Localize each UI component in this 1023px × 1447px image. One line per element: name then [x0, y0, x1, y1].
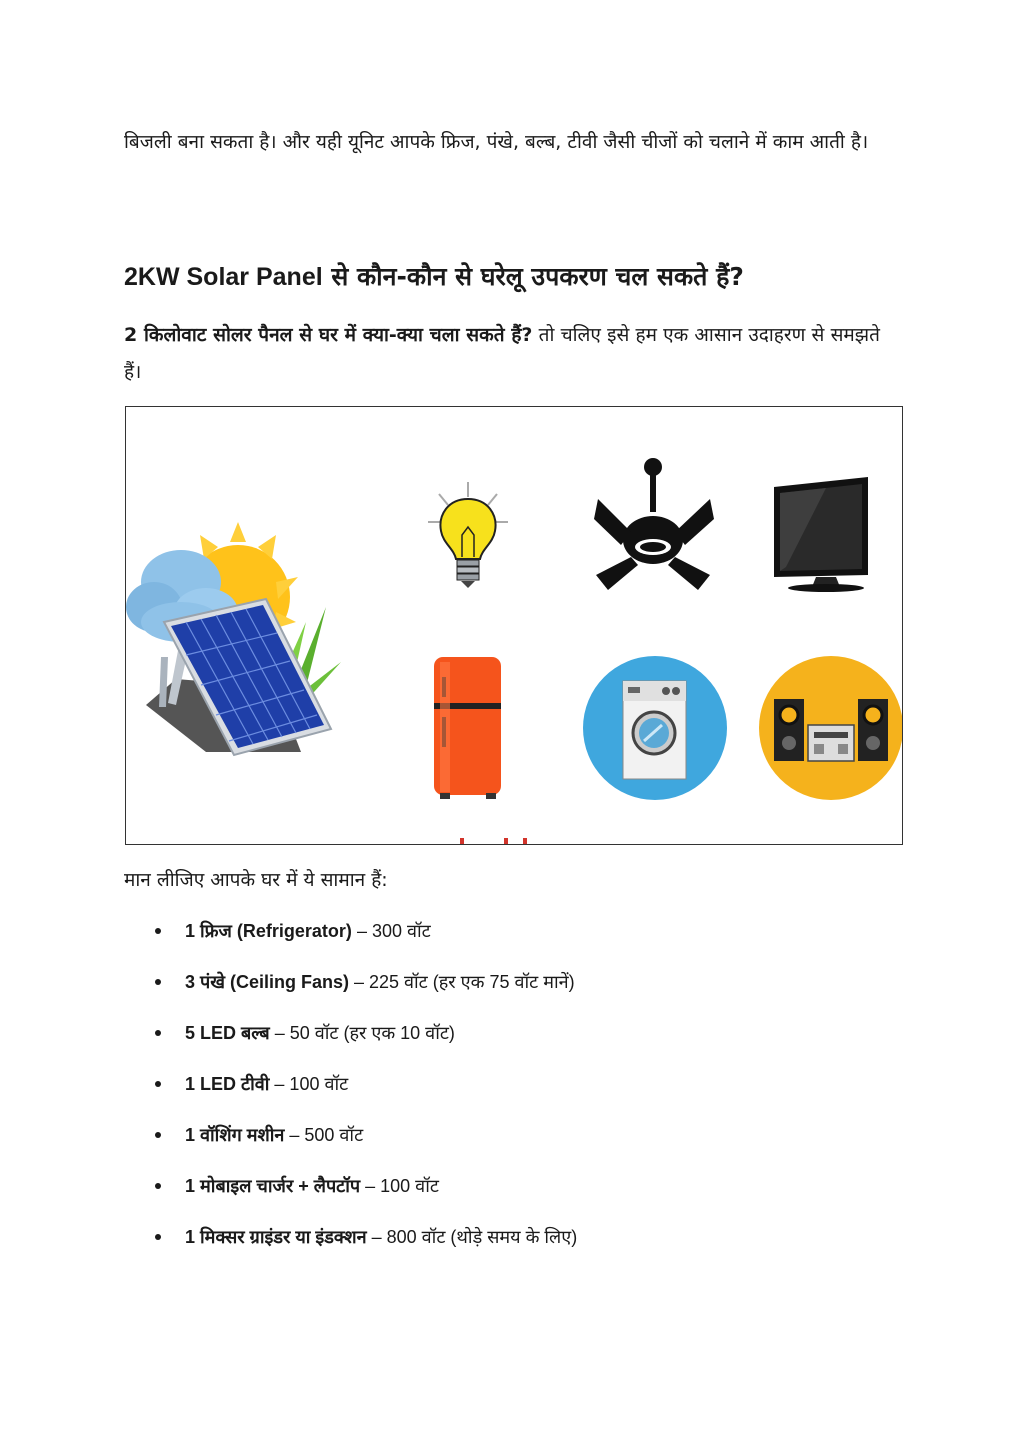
appliance-name: 1 मोबाइल चार्जर + लैपटॉप	[185, 1176, 361, 1196]
appliance-wattage: – 100 वॉट	[360, 1176, 439, 1196]
list-item	[150, 1217, 890, 1268]
list-item	[150, 1064, 890, 1115]
appliance-name: 1 मिक्सर ग्राइंडर या इंडक्शन	[185, 1227, 367, 1247]
ceiling-fan-icon	[594, 458, 714, 590]
appliance-wattage: – 800 वॉट (थोड़े समय के लिए)	[366, 1227, 578, 1247]
list-item	[150, 1115, 890, 1166]
appliance-name: 1 फ्रिज (Refrigerator)	[185, 921, 352, 941]
intro-paragraph: बिजली बना सकता है। और यही यूनिट आपके फ्रिज, पंखे, बल्ब, टीवी जैसी चीजों को चलाने में काम आती है।	[124, 131, 869, 153]
appliance-wattage: – 100 वॉट	[269, 1074, 349, 1094]
list-item	[150, 1166, 890, 1217]
light-bulb-icon	[428, 482, 508, 588]
lead-paragraph	[124, 317, 880, 391]
washing-machine-icon	[583, 656, 727, 800]
appliance-list	[150, 911, 890, 1268]
bullet-icon	[155, 1030, 161, 1036]
bullet-icon	[155, 1081, 161, 1087]
music-system-icon	[759, 656, 902, 800]
solar-panel-icon	[126, 522, 341, 755]
list-item	[150, 911, 890, 962]
bullet-icon	[155, 1183, 161, 1189]
list-item	[150, 1013, 890, 1064]
refrigerator-icon	[434, 657, 501, 799]
list-item	[150, 962, 890, 1013]
appliance-wattage: – 225 वॉट (हर एक 75 वॉट मानें)	[348, 972, 575, 992]
appliance-wattage: – 50 वॉट (हर एक 10 वॉट)	[269, 1023, 455, 1043]
bullet-icon	[155, 979, 161, 985]
assume-paragraph: मान लीजिए आपके घर में ये सामान हैं:	[124, 869, 388, 891]
appliance-name: 1 वॉशिंग मशीन	[185, 1125, 285, 1145]
bullet-icon	[155, 1132, 161, 1138]
section-heading	[124, 255, 904, 299]
appliances-figure	[125, 406, 903, 845]
bullet-icon	[155, 1234, 161, 1240]
heading-hindi-part: से कौन-कौन से घरेलू उपकरण चल सकते हैं?	[322, 262, 744, 291]
bullet-icon	[155, 928, 161, 934]
appliance-wattage: – 300 वॉट	[351, 921, 431, 941]
appliance-name: 5 LED बल्ब	[185, 1023, 270, 1043]
lead-rest: तो चलिए इसे हम एक आसान उदाहरण से समझते हैं।	[124, 324, 880, 383]
heading-english-part: 2KW Solar Panel	[124, 263, 323, 291]
appliance-name: 3 पंखे (Ceiling Fans)	[185, 972, 349, 992]
television-icon	[774, 477, 868, 592]
appliance-wattage: – 500 वॉट	[284, 1125, 364, 1145]
appliance-name: 1 LED टीवी	[185, 1074, 270, 1094]
lead-question: 2 किलोवाट सोलर पैनल से घर में क्या-क्या चला सकते हैं?	[124, 324, 533, 346]
